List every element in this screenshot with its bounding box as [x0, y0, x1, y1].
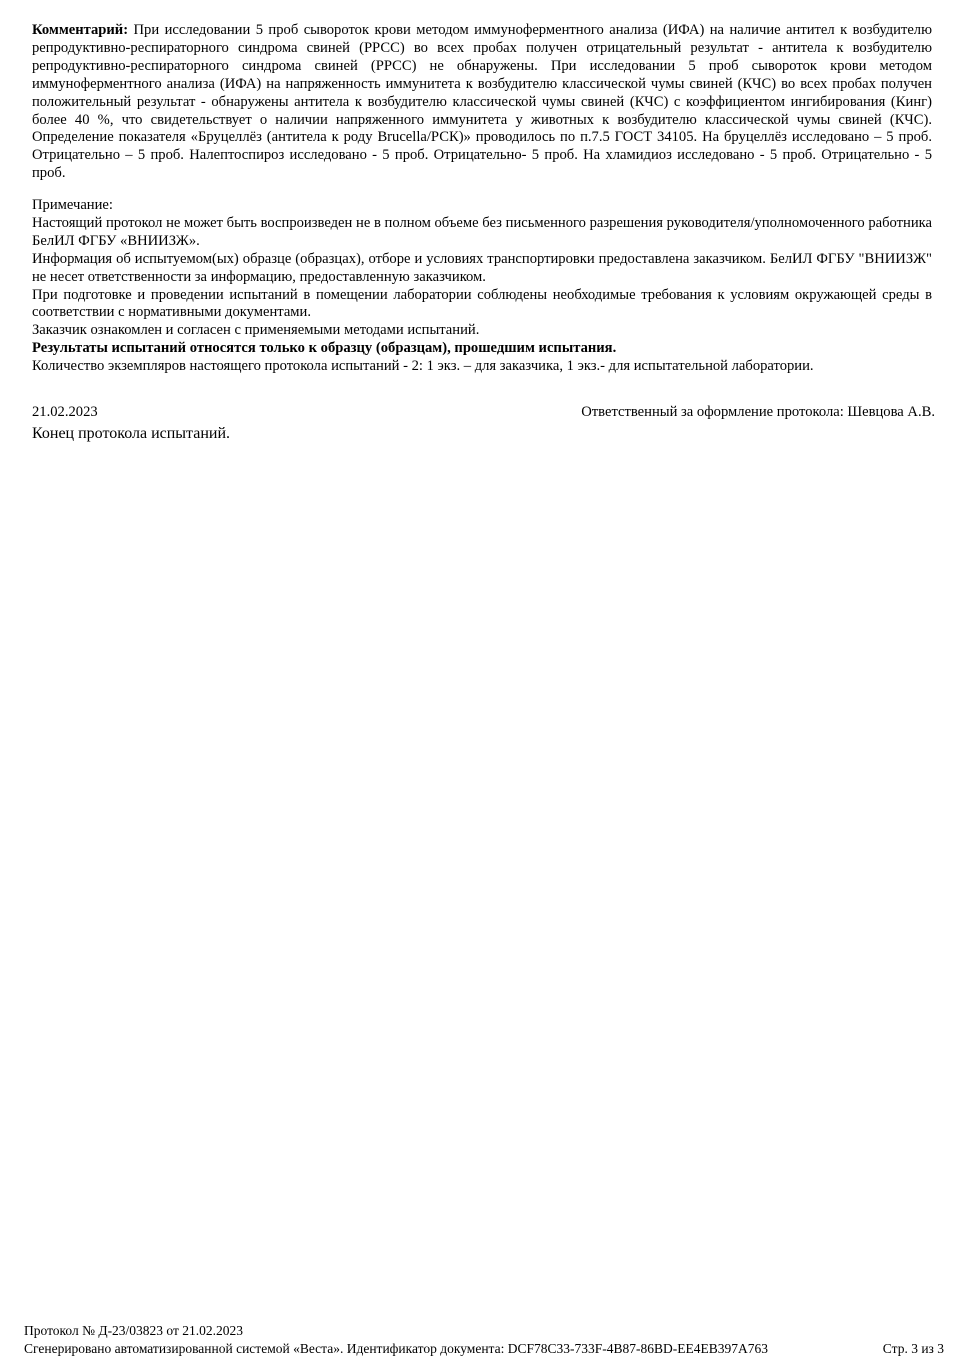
copies-note: Количество экземпляров настоящего протокола испытаний - 2: 1 экз. – для заказчика, 1 экз.- для испытательной лаборатории. — [32, 358, 814, 375]
signature-date: 21.02.2023 — [32, 404, 98, 420]
responsible-person: Ответственный за оформление протокола: Шевцова А.В. — [581, 404, 935, 420]
note-paragraph: Заказчик ознакомлен и согласен с применяемыми методами испытаний. — [32, 322, 480, 339]
notes-title: Примечание: — [32, 197, 113, 213]
notes-section — [32, 197, 932, 376]
footer-protocol-number: Протокол № Д-23/03823 от 21.02.2023 — [24, 1323, 244, 1338]
end-of-protocol: Конец протокола испытаний. — [32, 425, 231, 442]
note-paragraph: Информация об испытуемом(ых) образце (образцах), отборе и условиях транспортировки предоставлена заказчиком. БелИЛ ФГБУ "ВНИИЗЖ" не несет ответственности за информацию, предоставленную заказчиком. — [32, 250, 932, 285]
note-paragraph: При подготовке и проведении испытаний в помещении лаборатории соблюдены необходимые требования к условиям окружающей среды в соответствии с нормативными документами. — [32, 286, 932, 321]
footer-page-number: Стр. 3 из 3 — [882, 1341, 944, 1356]
results-disclaimer: Результаты испытаний относятся только к образцу (образцам), прошедшим испытания. — [32, 340, 617, 357]
comment-label: Комментарий: — [32, 22, 129, 38]
comment-section — [32, 22, 932, 183]
comment-text: При исследовании 5 проб сывороток крови методом иммуноферментного анализа (ИФА) на наличие антител к возбудителю репродуктивно-респираторного синдрома свиней (РРСС) во всех пробах получен отрицательный результат - антитела к возбудителю репродуктивно-респираторного синдрома свиней (РРСС) не обнаружены. При исследовании 5 проб сывороток крови методом иммуноферментного анализа (ИФА) на напряженность иммунитета к возбудителю классической чумы свиней (КЧС) во всех пробах получен положительный результат - обнаружены антитела к возбудителю классической чумы свиней (КЧС) с коэффициентом ингибирования (Кинг) более 40 %, что свидетельствует о наличии напряженного иммунитета у животных к возбудителю классической чумы свиней (КЧС). Определение показателя «Бруцеллёз (антитела к роду Brucella/РСК)» проводилось по п.7.5 ГОСТ 34105. На бруцеллёз исследовано – 5 проб. Отрицательно – 5 проб. Налептоспироз исследовано - 5 проб. Отрицательно- 5 проб. На хламидиоз исследовано - 5 проб. Отрицательно - 5 проб. — [32, 22, 932, 182]
footer-generated-by: Сгенерировано автоматизированной системой «Веста». Идентификатор документа: DCF78C33-733F-4B87-86BD-EE4EB397A763 — [24, 1341, 768, 1356]
note-paragraph: Настоящий протокол не может быть воспроизведен не в полном объеме без письменного разрешения руководителя/уполномоченного работника БелИЛ ФГБУ «ВНИИЗЖ». — [32, 214, 932, 249]
